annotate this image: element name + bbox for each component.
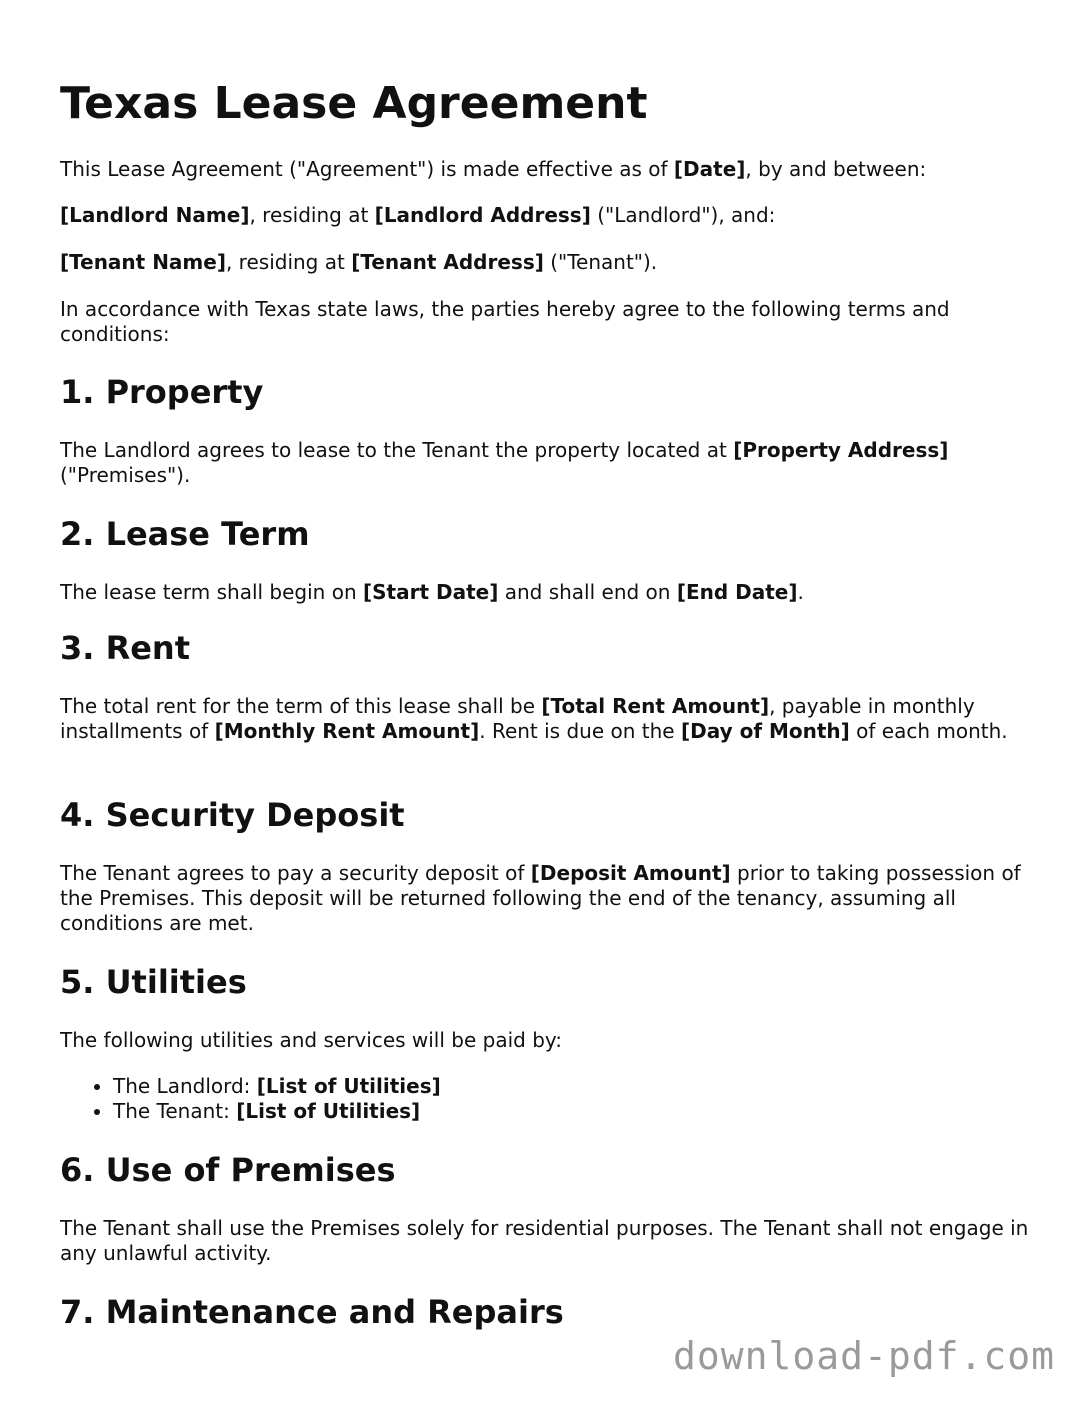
section-heading-rent: 3. Rent bbox=[60, 629, 190, 667]
section-body-use-of-premises: The Tenant shall use the Premises solely for residential purposes. The Tenant shall not engage in any unlawful activity. bbox=[60, 1216, 1029, 1265]
body-text: and shall end on bbox=[498, 580, 677, 604]
start-date-placeholder: [Start Date] bbox=[363, 580, 499, 604]
intro-text: , residing at bbox=[225, 250, 352, 274]
section-body-property bbox=[60, 438, 1035, 488]
intro-text: This Lease Agreement ("Agreement") is made effective as of bbox=[60, 157, 674, 181]
section-body-rent bbox=[60, 694, 1035, 744]
section-body-lease-term bbox=[60, 580, 1035, 605]
property-address-placeholder: [Property Address] bbox=[733, 438, 949, 462]
body-text: prior to taking possession of the Premises. This deposit will be returned following the end of the tenancy, assuming all conditions are met. bbox=[60, 861, 1021, 935]
section-heading-use-of-premises: 6. Use of Premises bbox=[60, 1151, 396, 1189]
section-heading-property: 1. Property bbox=[60, 373, 264, 411]
section-body-security-deposit bbox=[60, 861, 1035, 936]
tenant-name-placeholder: [Tenant Name] bbox=[60, 250, 226, 274]
tenant-address-placeholder: [Tenant Address] bbox=[351, 250, 544, 274]
landlord-name-placeholder: [Landlord Name] bbox=[60, 203, 250, 227]
date-placeholder: [Date] bbox=[673, 157, 746, 181]
intro-effective-date bbox=[60, 157, 1035, 182]
tenant-utilities-placeholder: [List of Utilities] bbox=[236, 1099, 421, 1123]
list-item-label: The Landlord: bbox=[113, 1074, 257, 1098]
intro-text: , by and between: bbox=[745, 157, 927, 181]
deposit-amount-placeholder: [Deposit Amount] bbox=[530, 861, 731, 885]
section-heading-maintenance: 7. Maintenance and Repairs bbox=[60, 1293, 564, 1331]
body-text: The Tenant agrees to pay a security deposit of bbox=[60, 861, 531, 885]
intro-text: ("Tenant"). bbox=[543, 250, 658, 274]
body-text: The Landlord agrees to lease to the Tenant the property located at bbox=[60, 438, 734, 462]
intro-tenant bbox=[60, 250, 1035, 275]
day-of-month-placeholder: [Day of Month] bbox=[680, 719, 850, 743]
intro-text: ("Landlord"), and: bbox=[590, 203, 776, 227]
body-text: The total rent for the term of this lease shall be bbox=[60, 694, 542, 718]
section-body-utilities: The following utilities and services will be paid by: bbox=[60, 1028, 563, 1052]
list-item bbox=[113, 1074, 441, 1099]
section-heading-security-deposit: 4. Security Deposit bbox=[60, 796, 405, 834]
body-text: . bbox=[797, 580, 804, 604]
landlord-utilities-placeholder: [List of Utilities] bbox=[256, 1074, 441, 1098]
end-date-placeholder: [End Date] bbox=[676, 580, 798, 604]
landlord-address-placeholder: [Landlord Address] bbox=[374, 203, 591, 227]
intro-landlord bbox=[60, 203, 1035, 228]
body-text: The lease term shall begin on bbox=[60, 580, 363, 604]
section-heading-utilities: 5. Utilities bbox=[60, 963, 247, 1001]
section-heading-lease-term: 2. Lease Term bbox=[60, 515, 310, 553]
list-item-label: The Tenant: bbox=[113, 1099, 237, 1123]
intro-text: , residing at bbox=[249, 203, 375, 227]
monthly-rent-placeholder: [Monthly Rent Amount] bbox=[214, 719, 480, 743]
watermark: download-pdf.com bbox=[672, 1334, 1055, 1378]
list-item bbox=[113, 1099, 441, 1124]
body-text: ("Premises"). bbox=[60, 463, 191, 487]
body-text: . Rent is due on the bbox=[479, 719, 681, 743]
intro-texas-laws: In accordance with Texas state laws, the parties hereby agree to the following terms and conditions: bbox=[60, 297, 950, 346]
document-title: Texas Lease Agreement bbox=[60, 78, 648, 129]
body-text: of each month. bbox=[849, 719, 1008, 743]
body-text: , payable in monthly installments of bbox=[60, 694, 975, 743]
total-rent-placeholder: [Total Rent Amount] bbox=[541, 694, 770, 718]
utilities-list bbox=[60, 1074, 441, 1124]
